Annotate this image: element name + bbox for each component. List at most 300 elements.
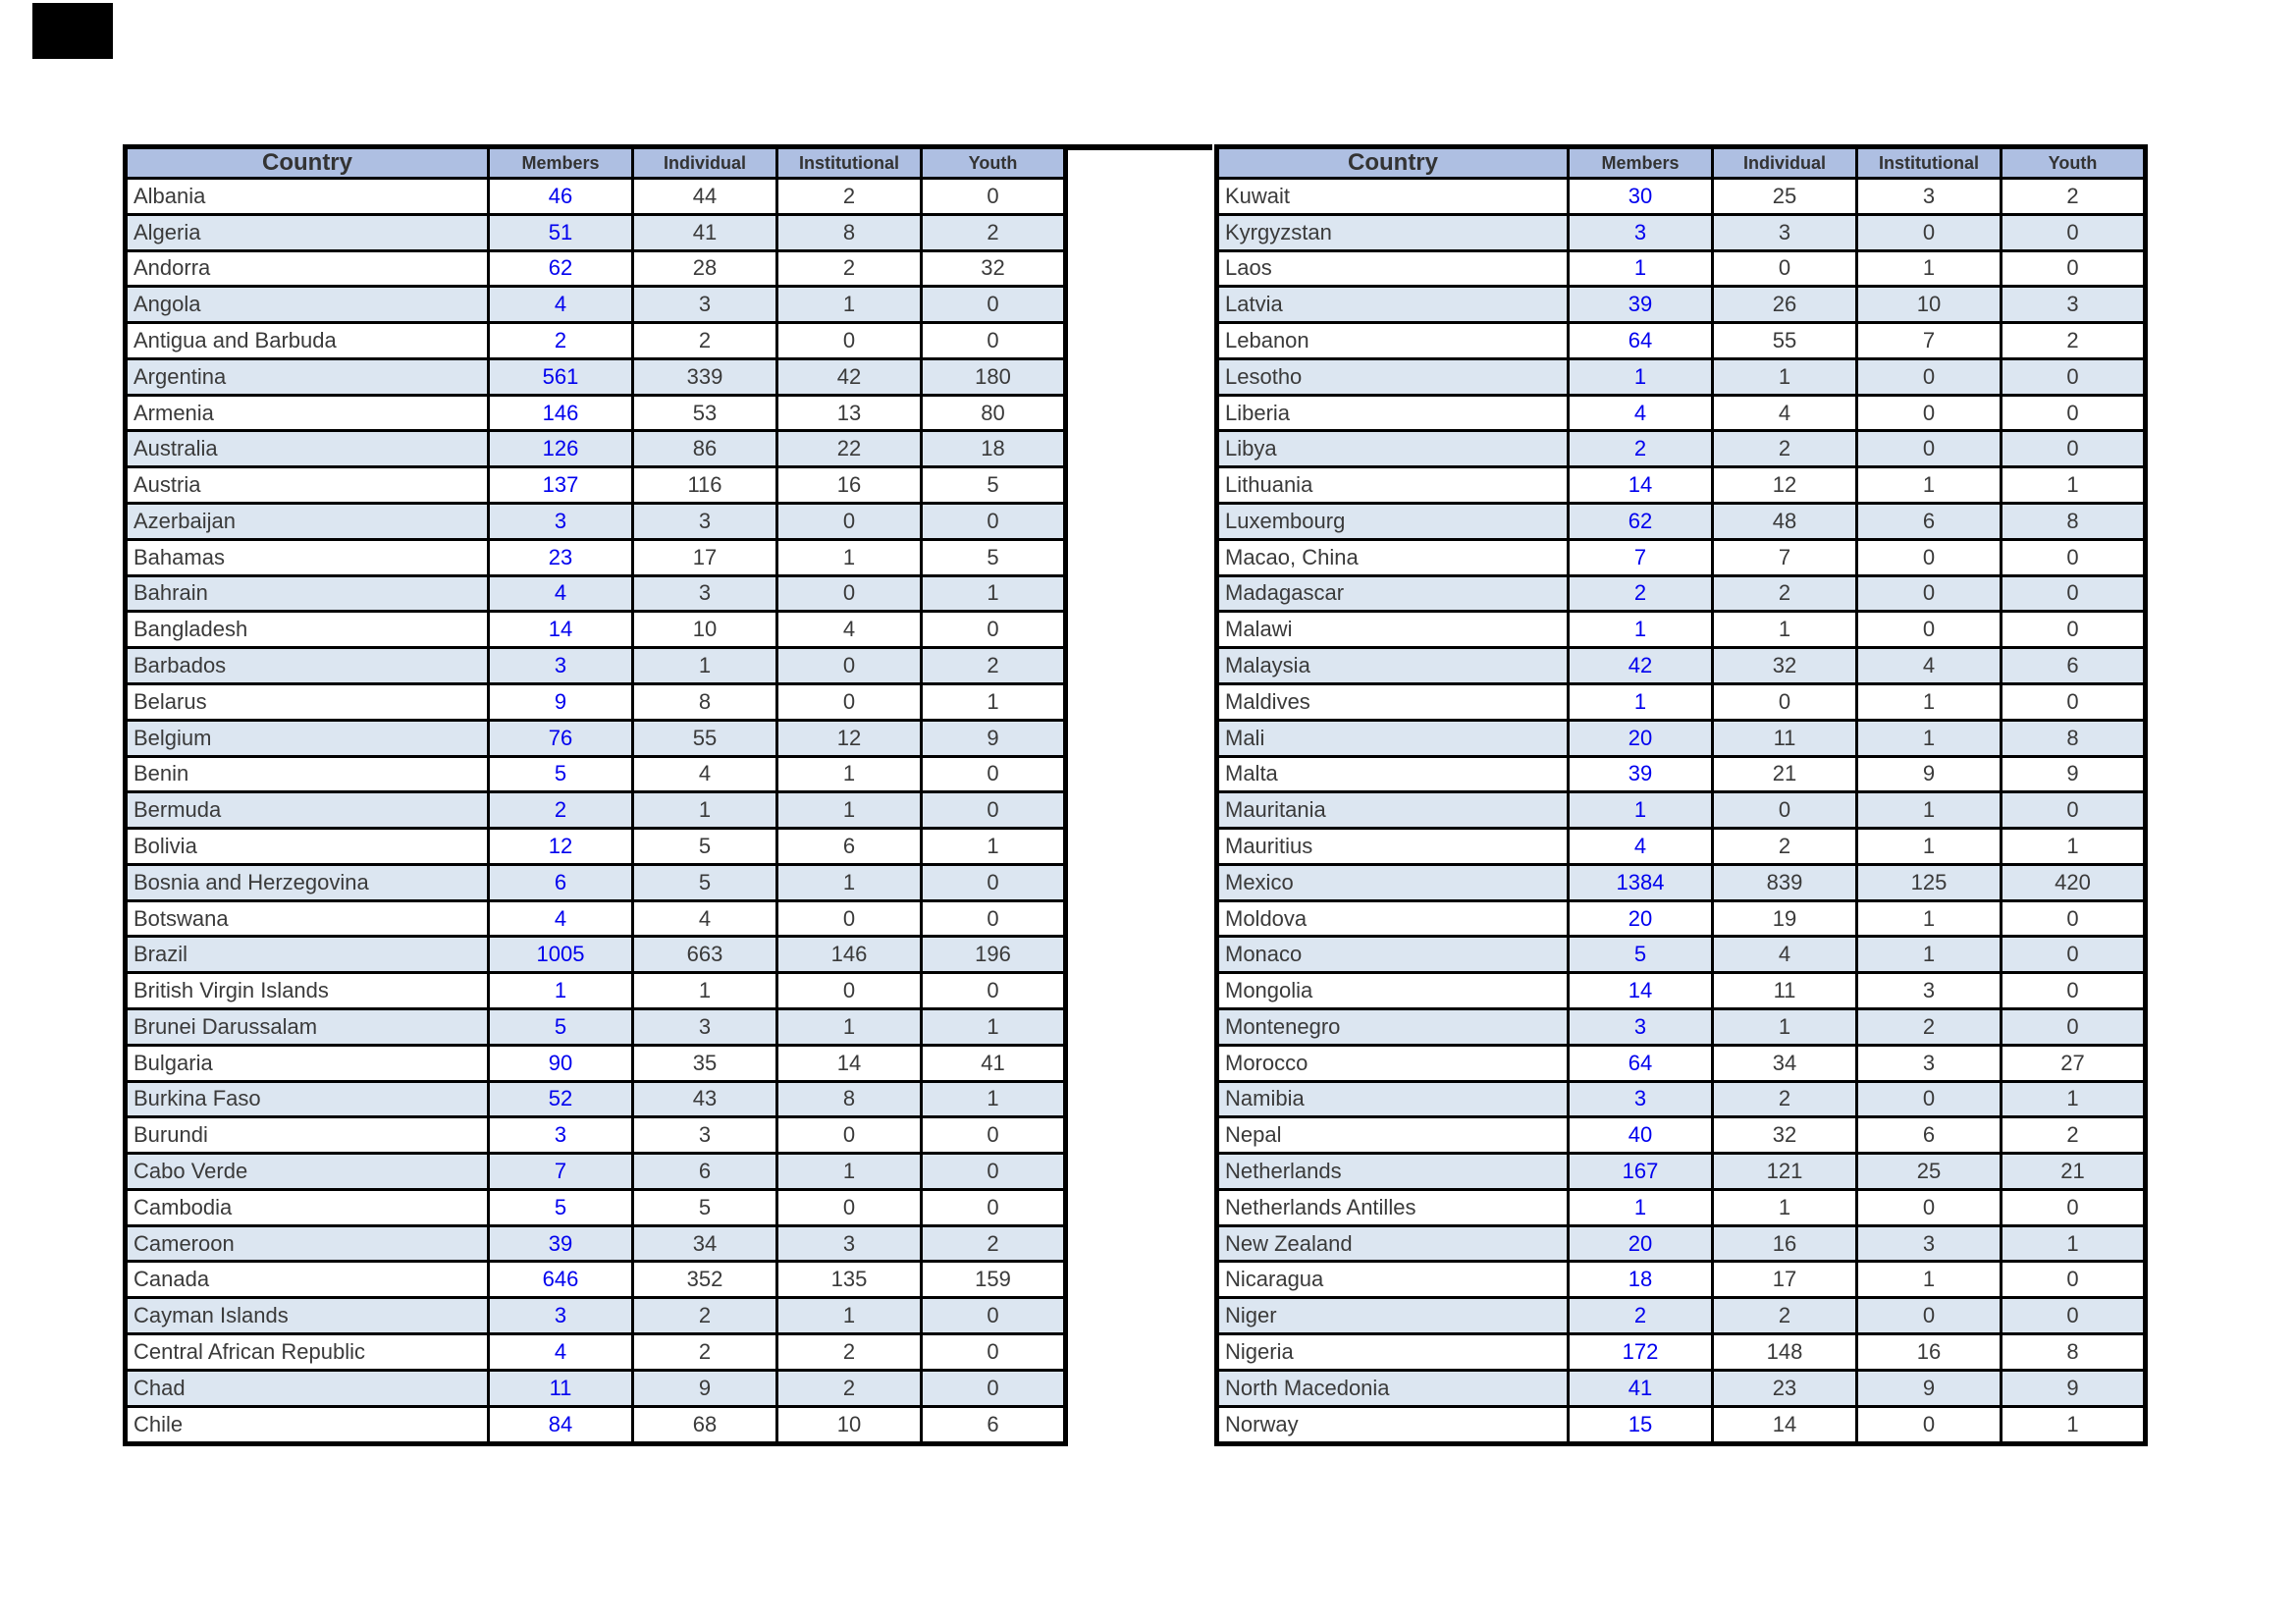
individual-cell: 55 (633, 720, 777, 756)
members-cell: 2 (1569, 575, 1713, 612)
members-cell: 4 (489, 575, 633, 612)
individual-cell: 55 (1713, 323, 1857, 359)
country-cell: Argentina (126, 358, 489, 395)
institutional-cell: 1 (1857, 467, 2002, 504)
country-cell: British Virgin Islands (126, 973, 489, 1009)
table-row (1217, 1262, 2146, 1298)
institutional-cell: 6 (777, 829, 922, 865)
table-row (1217, 1045, 2146, 1081)
institutional-cell: 14 (777, 1045, 922, 1081)
youth-cell: 1 (2002, 1081, 2146, 1117)
table-row (1217, 1154, 2146, 1190)
youth-cell: 9 (2002, 1370, 2146, 1406)
country-cell: Bangladesh (126, 612, 489, 648)
institutional-cell: 10 (777, 1406, 922, 1443)
country-cell: Chile (126, 1406, 489, 1443)
youth-cell: 0 (922, 504, 1066, 540)
youth-cell: 0 (2002, 683, 2146, 720)
youth-cell: 180 (922, 358, 1066, 395)
table-row (126, 612, 1066, 648)
youth-cell: 32 (922, 250, 1066, 287)
members-cell: 2 (1569, 431, 1713, 467)
members-cell: 40 (1569, 1117, 1713, 1154)
individual-cell: 28 (633, 250, 777, 287)
individual-cell: 17 (633, 539, 777, 575)
country-cell: Azerbaijan (126, 504, 489, 540)
youth-cell: 0 (2002, 395, 2146, 431)
youth-cell: 1 (922, 1081, 1066, 1117)
youth-cell: 0 (922, 1298, 1066, 1334)
members-cell: 23 (489, 539, 633, 575)
individual-cell: 11 (1713, 973, 1857, 1009)
table-row (1217, 358, 2146, 395)
members-cell: 9 (489, 683, 633, 720)
members-cell: 1 (489, 973, 633, 1009)
youth-cell: 2 (922, 648, 1066, 684)
members-cell: 5 (1569, 937, 1713, 973)
institutional-cell: 1 (777, 539, 922, 575)
country-cell: Botswana (126, 900, 489, 937)
members-cell: 39 (1569, 756, 1713, 792)
members-cell: 126 (489, 431, 633, 467)
members-cell: 11 (489, 1370, 633, 1406)
members-cell: 4 (489, 287, 633, 323)
country-cell: Mongolia (1217, 973, 1569, 1009)
institutional-cell: 0 (1857, 575, 2002, 612)
table-row (126, 756, 1066, 792)
youth-cell: 0 (2002, 575, 2146, 612)
individual-cell: 1 (633, 792, 777, 829)
table-row (126, 250, 1066, 287)
table-row (1217, 395, 2146, 431)
country-cell: Albania (126, 179, 489, 215)
country-cell: Mali (1217, 720, 1569, 756)
members-cell: 3 (489, 1117, 633, 1154)
country-cell: Antigua and Barbuda (126, 323, 489, 359)
country-cell: Malta (1217, 756, 1569, 792)
country-cell: Malaysia (1217, 648, 1569, 684)
individual-cell: 34 (1713, 1045, 1857, 1081)
members-cell: 3 (489, 1298, 633, 1334)
black-corner-mark (32, 3, 113, 59)
youth-cell: 0 (922, 756, 1066, 792)
members-cell: 3 (1569, 1081, 1713, 1117)
institutional-cell: 9 (1857, 756, 2002, 792)
youth-cell: 0 (922, 864, 1066, 900)
table-row (126, 504, 1066, 540)
members-cell: 4 (1569, 395, 1713, 431)
members-cell: 15 (1569, 1406, 1713, 1443)
table-row (126, 973, 1066, 1009)
members-cell: 146 (489, 395, 633, 431)
individual-cell: 2 (633, 1298, 777, 1334)
members-cell: 14 (1569, 467, 1713, 504)
institutional-cell: 0 (1857, 431, 2002, 467)
table-row (1217, 467, 2146, 504)
institutional-cell: 1 (777, 864, 922, 900)
members-cell: 1005 (489, 937, 633, 973)
table-row (1217, 1225, 2146, 1262)
youth-cell: 0 (2002, 1298, 2146, 1334)
table-row (1217, 214, 2146, 250)
youth-cell: 0 (922, 973, 1066, 1009)
individual-cell: 4 (633, 756, 777, 792)
youth-cell: 0 (922, 323, 1066, 359)
youth-cell: 2 (2002, 1117, 2146, 1154)
members-cell: 76 (489, 720, 633, 756)
country-cell: Armenia (126, 395, 489, 431)
table-row (126, 539, 1066, 575)
individual-cell: 26 (1713, 287, 1857, 323)
country-cell: Central African Republic (126, 1334, 489, 1371)
members-cell: 167 (1569, 1154, 1713, 1190)
table-row (126, 937, 1066, 973)
members-cell: 1 (1569, 612, 1713, 648)
youth-cell: 0 (2002, 358, 2146, 395)
individual-cell: 148 (1713, 1334, 1857, 1371)
institutional-cell: 1 (777, 756, 922, 792)
members-cell: 84 (489, 1406, 633, 1443)
members-cell: 14 (489, 612, 633, 648)
table-row (1217, 1298, 2146, 1334)
table-row (1217, 648, 2146, 684)
table-row (1217, 1189, 2146, 1225)
individual-cell: 68 (633, 1406, 777, 1443)
table-row (1217, 179, 2146, 215)
individual-cell: 663 (633, 937, 777, 973)
country-cell: Macao, China (1217, 539, 1569, 575)
country-cell: Bolivia (126, 829, 489, 865)
table-row (126, 431, 1066, 467)
institutional-cell: 10 (1857, 287, 2002, 323)
youth-cell: 0 (2002, 1262, 2146, 1298)
institutional-cell: 0 (1857, 1406, 2002, 1443)
youth-cell: 0 (2002, 539, 2146, 575)
members-cell: 64 (1569, 323, 1713, 359)
institutional-cell: 1 (1857, 720, 2002, 756)
institutional-cell: 1 (1857, 1262, 2002, 1298)
table-row (126, 214, 1066, 250)
youth-cell: 5 (922, 539, 1066, 575)
individual-cell: 34 (633, 1225, 777, 1262)
institutional-cell: 0 (777, 900, 922, 937)
table-row (126, 648, 1066, 684)
youth-cell: 0 (2002, 792, 2146, 829)
table-row (1217, 287, 2146, 323)
country-cell: Laos (1217, 250, 1569, 287)
members-cell: 1 (1569, 1189, 1713, 1225)
members-cell: 1 (1569, 358, 1713, 395)
institutional-cell: 0 (777, 1117, 922, 1154)
institutional-cell: 4 (1857, 648, 2002, 684)
institutional-cell: 2 (777, 1370, 922, 1406)
institutional-cell: 0 (1857, 1189, 2002, 1225)
institutional-cell: 146 (777, 937, 922, 973)
members-cell: 2 (489, 792, 633, 829)
table-row (1217, 829, 2146, 865)
column-header-country: Country (126, 147, 489, 179)
youth-cell: 9 (922, 720, 1066, 756)
members-cell: 20 (1569, 900, 1713, 937)
table-row (126, 1045, 1066, 1081)
members-cell: 5 (489, 1008, 633, 1045)
individual-cell: 4 (633, 900, 777, 937)
country-cell: Mauritius (1217, 829, 1569, 865)
individual-cell: 5 (633, 829, 777, 865)
members-cell: 561 (489, 358, 633, 395)
youth-cell: 1 (2002, 829, 2146, 865)
youth-cell: 0 (922, 179, 1066, 215)
youth-cell: 1 (922, 575, 1066, 612)
institutional-cell: 8 (777, 1081, 922, 1117)
youth-cell: 0 (2002, 1008, 2146, 1045)
institutional-cell: 6 (1857, 1117, 2002, 1154)
youth-cell: 0 (922, 1370, 1066, 1406)
country-cell: Andorra (126, 250, 489, 287)
youth-cell: 0 (922, 287, 1066, 323)
members-cell: 64 (1569, 1045, 1713, 1081)
table-row (1217, 900, 2146, 937)
country-cell: Mauritania (1217, 792, 1569, 829)
youth-cell: 0 (922, 612, 1066, 648)
country-cell: Barbados (126, 648, 489, 684)
country-cell: Maldives (1217, 683, 1569, 720)
table-row (1217, 973, 2146, 1009)
youth-cell: 2 (2002, 179, 2146, 215)
country-cell: New Zealand (1217, 1225, 1569, 1262)
individual-cell: 1 (633, 648, 777, 684)
institutional-cell: 0 (1857, 612, 2002, 648)
table-row (126, 1406, 1066, 1443)
membership-table-k-to-n (1214, 144, 2148, 1446)
institutional-cell: 0 (777, 648, 922, 684)
table-row (126, 720, 1066, 756)
individual-cell: 3 (633, 1117, 777, 1154)
members-cell: 14 (1569, 973, 1713, 1009)
members-cell: 2 (1569, 1298, 1713, 1334)
table-row (1217, 1117, 2146, 1154)
youth-cell: 0 (922, 1117, 1066, 1154)
institutional-cell: 13 (777, 395, 922, 431)
youth-cell: 41 (922, 1045, 1066, 1081)
youth-cell: 1 (922, 829, 1066, 865)
individual-cell: 17 (1713, 1262, 1857, 1298)
individual-cell: 32 (1713, 1117, 1857, 1154)
country-cell: Lesotho (1217, 358, 1569, 395)
country-cell: Brunei Darussalam (126, 1008, 489, 1045)
youth-cell: 8 (2002, 720, 2146, 756)
country-cell: Bahrain (126, 575, 489, 612)
individual-cell: 116 (633, 467, 777, 504)
country-cell: Bulgaria (126, 1045, 489, 1081)
table-row (126, 864, 1066, 900)
institutional-cell: 2 (777, 179, 922, 215)
country-cell: Namibia (1217, 1081, 1569, 1117)
table-row (1217, 1081, 2146, 1117)
youth-cell: 0 (922, 792, 1066, 829)
individual-cell: 19 (1713, 900, 1857, 937)
column-header-members: Members (489, 147, 633, 179)
members-cell: 1 (1569, 792, 1713, 829)
individual-cell: 2 (1713, 575, 1857, 612)
institutional-cell: 125 (1857, 864, 2002, 900)
country-cell: Burkina Faso (126, 1081, 489, 1117)
column-header-youth: Youth (922, 147, 1066, 179)
individual-cell: 5 (633, 1189, 777, 1225)
country-cell: Malawi (1217, 612, 1569, 648)
table-row (126, 575, 1066, 612)
table-row (1217, 683, 2146, 720)
header-row (1217, 147, 2146, 179)
table-row (126, 1334, 1066, 1371)
individual-cell: 4 (1713, 937, 1857, 973)
individual-cell: 3 (633, 575, 777, 612)
country-cell: Monaco (1217, 937, 1569, 973)
column-header-institutional: Institutional (1857, 147, 2002, 179)
individual-cell: 11 (1713, 720, 1857, 756)
column-header-country: Country (1217, 147, 1569, 179)
table-row (1217, 1334, 2146, 1371)
individual-cell: 35 (633, 1045, 777, 1081)
individual-cell: 25 (1713, 179, 1857, 215)
youth-cell: 196 (922, 937, 1066, 973)
youth-cell: 2 (2002, 323, 2146, 359)
youth-cell: 0 (922, 900, 1066, 937)
individual-cell: 3 (633, 504, 777, 540)
individual-cell: 1 (1713, 612, 1857, 648)
table-row (126, 179, 1066, 215)
individual-cell: 1 (1713, 1008, 1857, 1045)
column-header-individual: Individual (633, 147, 777, 179)
table-row (126, 1154, 1066, 1190)
individual-cell: 48 (1713, 504, 1857, 540)
institutional-cell: 7 (1857, 323, 2002, 359)
table-row (126, 467, 1066, 504)
country-cell: Kuwait (1217, 179, 1569, 215)
youth-cell: 0 (922, 1189, 1066, 1225)
country-cell: Nigeria (1217, 1334, 1569, 1371)
institutional-cell: 1 (777, 1008, 922, 1045)
table-row (126, 1189, 1066, 1225)
individual-cell: 839 (1713, 864, 1857, 900)
individual-cell: 14 (1713, 1406, 1857, 1443)
youth-cell: 1 (2002, 1225, 2146, 1262)
country-cell: Kyrgyzstan (1217, 214, 1569, 250)
institutional-cell: 0 (777, 683, 922, 720)
column-header-members: Members (1569, 147, 1713, 179)
individual-cell: 86 (633, 431, 777, 467)
youth-cell: 1 (2002, 1406, 2146, 1443)
country-cell: Mexico (1217, 864, 1569, 900)
country-cell: Latvia (1217, 287, 1569, 323)
country-cell: Nicaragua (1217, 1262, 1569, 1298)
individual-cell: 2 (1713, 1298, 1857, 1334)
members-cell: 3 (489, 648, 633, 684)
youth-cell: 9 (2002, 756, 2146, 792)
institutional-cell: 0 (777, 323, 922, 359)
institutional-cell: 3 (1857, 973, 2002, 1009)
members-cell: 3 (489, 504, 633, 540)
country-cell: Norway (1217, 1406, 1569, 1443)
country-cell: Niger (1217, 1298, 1569, 1334)
country-cell: Lebanon (1217, 323, 1569, 359)
table-row (1217, 504, 2146, 540)
individual-cell: 1 (633, 973, 777, 1009)
institutional-cell: 16 (777, 467, 922, 504)
members-cell: 51 (489, 214, 633, 250)
youth-cell: 0 (2002, 214, 2146, 250)
membership-table-a-to-c (123, 144, 1068, 1446)
table-row (1217, 1008, 2146, 1045)
members-cell: 39 (1569, 287, 1713, 323)
institutional-cell: 0 (777, 1189, 922, 1225)
table-row (1217, 612, 2146, 648)
institutional-cell: 0 (1857, 1081, 2002, 1117)
members-cell: 5 (489, 756, 633, 792)
members-cell: 18 (1569, 1262, 1713, 1298)
country-cell: Cabo Verde (126, 1154, 489, 1190)
youth-cell: 0 (2002, 1189, 2146, 1225)
members-cell: 1 (1569, 683, 1713, 720)
individual-cell: 41 (633, 214, 777, 250)
table-row (126, 358, 1066, 395)
country-cell: Chad (126, 1370, 489, 1406)
members-cell: 4 (1569, 829, 1713, 865)
members-cell: 6 (489, 864, 633, 900)
youth-cell: 21 (2002, 1154, 2146, 1190)
individual-cell: 10 (633, 612, 777, 648)
individual-cell: 2 (1713, 431, 1857, 467)
individual-cell: 6 (633, 1154, 777, 1190)
individual-cell: 3 (1713, 214, 1857, 250)
institutional-cell: 2 (777, 250, 922, 287)
country-cell: Libya (1217, 431, 1569, 467)
country-cell: Cayman Islands (126, 1298, 489, 1334)
institutional-cell: 0 (777, 973, 922, 1009)
table-row (126, 287, 1066, 323)
country-cell: Canada (126, 1262, 489, 1298)
table-row (1217, 1370, 2146, 1406)
youth-cell: 8 (2002, 504, 2146, 540)
individual-cell: 1 (1713, 358, 1857, 395)
institutional-cell: 1 (1857, 900, 2002, 937)
youth-cell: 6 (922, 1406, 1066, 1443)
country-cell: Burundi (126, 1117, 489, 1154)
individual-cell: 23 (1713, 1370, 1857, 1406)
country-cell: Bosnia and Herzegovina (126, 864, 489, 900)
table-row (1217, 575, 2146, 612)
table-row (1217, 937, 2146, 973)
institutional-cell: 1 (1857, 792, 2002, 829)
members-cell: 42 (1569, 648, 1713, 684)
country-cell: Angola (126, 287, 489, 323)
country-cell: Montenegro (1217, 1008, 1569, 1045)
institutional-cell: 1 (1857, 250, 2002, 287)
members-cell: 62 (1569, 504, 1713, 540)
members-cell: 172 (1569, 1334, 1713, 1371)
youth-cell: 0 (2002, 900, 2146, 937)
youth-cell: 0 (2002, 612, 2146, 648)
institutional-cell: 16 (1857, 1334, 2002, 1371)
institutional-cell: 6 (1857, 504, 2002, 540)
country-cell: Austria (126, 467, 489, 504)
table-row (1217, 756, 2146, 792)
country-cell: Nepal (1217, 1117, 1569, 1154)
institutional-cell: 1 (777, 792, 922, 829)
table-row (126, 829, 1066, 865)
table-row (126, 323, 1066, 359)
country-cell: Moldova (1217, 900, 1569, 937)
